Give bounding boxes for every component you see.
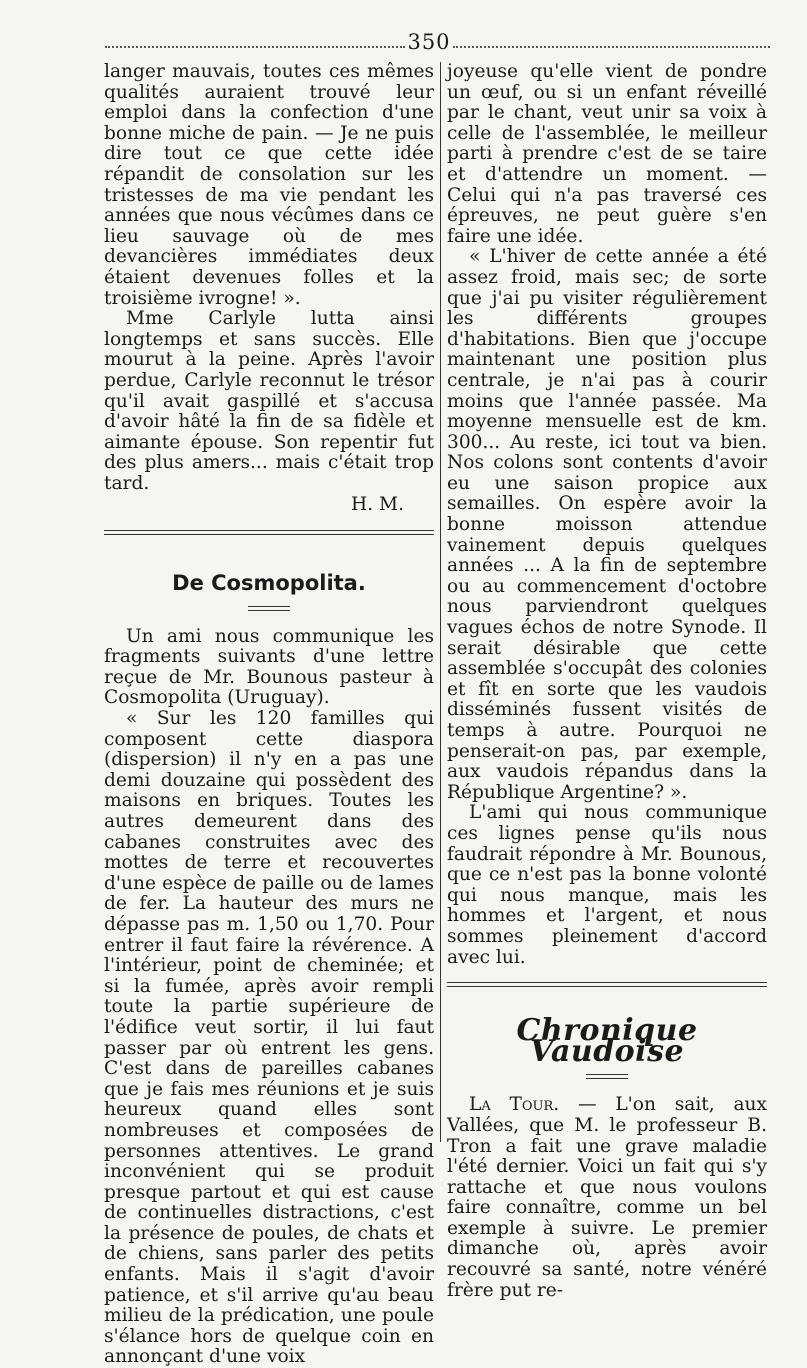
place-name: La Tour.	[469, 1094, 560, 1116]
left-column	[104, 62, 434, 1368]
section-title-chronique: Chronique Vaudoise	[516, 1013, 698, 1069]
left-paragraph-1: langer mauvais, toutes ces mêmes qualités auraient trouvé leur emploi dans la confection d'une bonne miche de pain. — Je ne puis dire tout ce que cette idée répandit de consolation sur les tristesses de ma vie pendant les années que nous vécûmes dans ce lieu sauvage où de mes devancières immédiates deux étaient devenues folles et la troisième ivrogne! ».	[104, 61, 434, 309]
column-divider	[440, 62, 441, 1142]
left-paragraph-3: Un ami nous communique les fragments suivants d'une lettre reçue de Mr. Bounous pasteur à Cosmopolita (Uruguay).	[104, 625, 434, 709]
right-paragraph-3: L'ami qui nous communique ces lignes pense qu'ils nous faudrait répondre à Mr. Bounous, que ce n'est pas la bonne volonté qui nous manque, mais les hommes et l'argent, et nous sommes pleinement d'accord avec lui.	[447, 802, 767, 968]
section-divider-right	[447, 982, 767, 987]
right-paragraph-1: joyeuse qu'elle vient de pondre un œuf, ou si un enfant réveillé par le chant, veut unir sa voix à celle de l'assemblée, le meilleur parti à prendre c'est de se taire et d'attendre un moment. — Celui qui n'a pas traversé ces épreuves, ne peut guère s'en faire une idée.	[447, 61, 767, 247]
right-column	[447, 62, 767, 1301]
right-paragraph-2: « L'hiver de cette année a été assez froid, mais sec; de sorte que j'ai pu visiter régulièrement les différents groupes d'habitations. Bien que j'occupe maintenant une position plus centrale, je n'ai pas à courir moins que l'année passée. Ma moyenne mensuelle est de km. 300... Au reste, ici tout va bien. Nos colons sont contents d'avoir eu une saison propice aux semailles. On espère avoir la bonne moisson attendue vainement depuis quelques années ... A la fin de septembre ou au commencement d'octobre nous parviendront quelques vagues échos de notre Synode. Il serait désirable que cette assemblée s'occupât des colonies et fît en sorte que les vaudois disséminés fussent visités de temps à autre. Pourquoi ne penserait-on pas, par exemple, aux vaudois répandus dans la République Argentine? ».	[447, 246, 767, 803]
left-paragraph-2: Mme Carlyle lutta ainsi longtemps et sans succès. Elle mourut à la peine. Après l'avoir perdue, Carlyle reconnut le trésor qu'il avait gaspillé et s'accusa d'avoir hâté la fin de sa fidèle et aimante épouse. Son repentir fut des plus amers... mais c'était trop tard.	[104, 308, 434, 494]
section-divider	[104, 530, 434, 535]
section-title-cosmopolita: De Cosmopolita.	[172, 571, 366, 596]
right-paragraph-4	[447, 1095, 767, 1301]
left-paragraph-4: « Sur les 120 familles qui composent cette diaspora (dispersion) il n'y en a pas une demi douzaine qui possèdent des maisons en briques. Toutes les autres demeurent dans des cabanes construites avec des mottes de terre et recouvertes d'une espèce de paille ou de lames de fer. La hauteur des murs ne dépasse pas m. 1,50 ou 1,70. Pour entrer il faut faire la révérence. A l'intérieur, point de cheminée; et si la fumée, après avoir rempli toute la partie supérieure de l'édifice veut sortir, il lui faut passer par où entrent les gens. C'est dans de pareilles cabanes que je fais mes réunions et je suis heureux quand elles sont nombreuses et composées de personnes attentives. Le grand inconvénient qui se produit presque partout et qui est cause de continuelles distractions, c'est la présence de poules, de chats et de chiens, sans parler des petits enfants. Mais il s'agit d'avoir patience, et s'il arrive qu'au beau milieu de la prédication, une poule s'élance hors de quelque coin en annonçant d'une voix	[104, 708, 434, 1368]
header-rule-left	[105, 46, 405, 48]
title-ornament-right	[586, 1074, 628, 1079]
signature: H. M.	[351, 494, 404, 516]
page-header	[105, 30, 770, 54]
right-paragraph-4-text: — L'on sait, aux Vallées, que M. le professeur B. Tron a fait une grave maladie l'été dernier. Voici un fait qui s'y rattache et que nous voulons faire connaître, comme un bel exemple à suivre. Le premier dimanche où, après avoir recouvré sa santé, notre vénéré frère put re-	[447, 1094, 767, 1301]
page-number: 350	[407, 30, 451, 54]
header-rule-right	[453, 46, 770, 48]
title-ornament	[248, 606, 290, 611]
